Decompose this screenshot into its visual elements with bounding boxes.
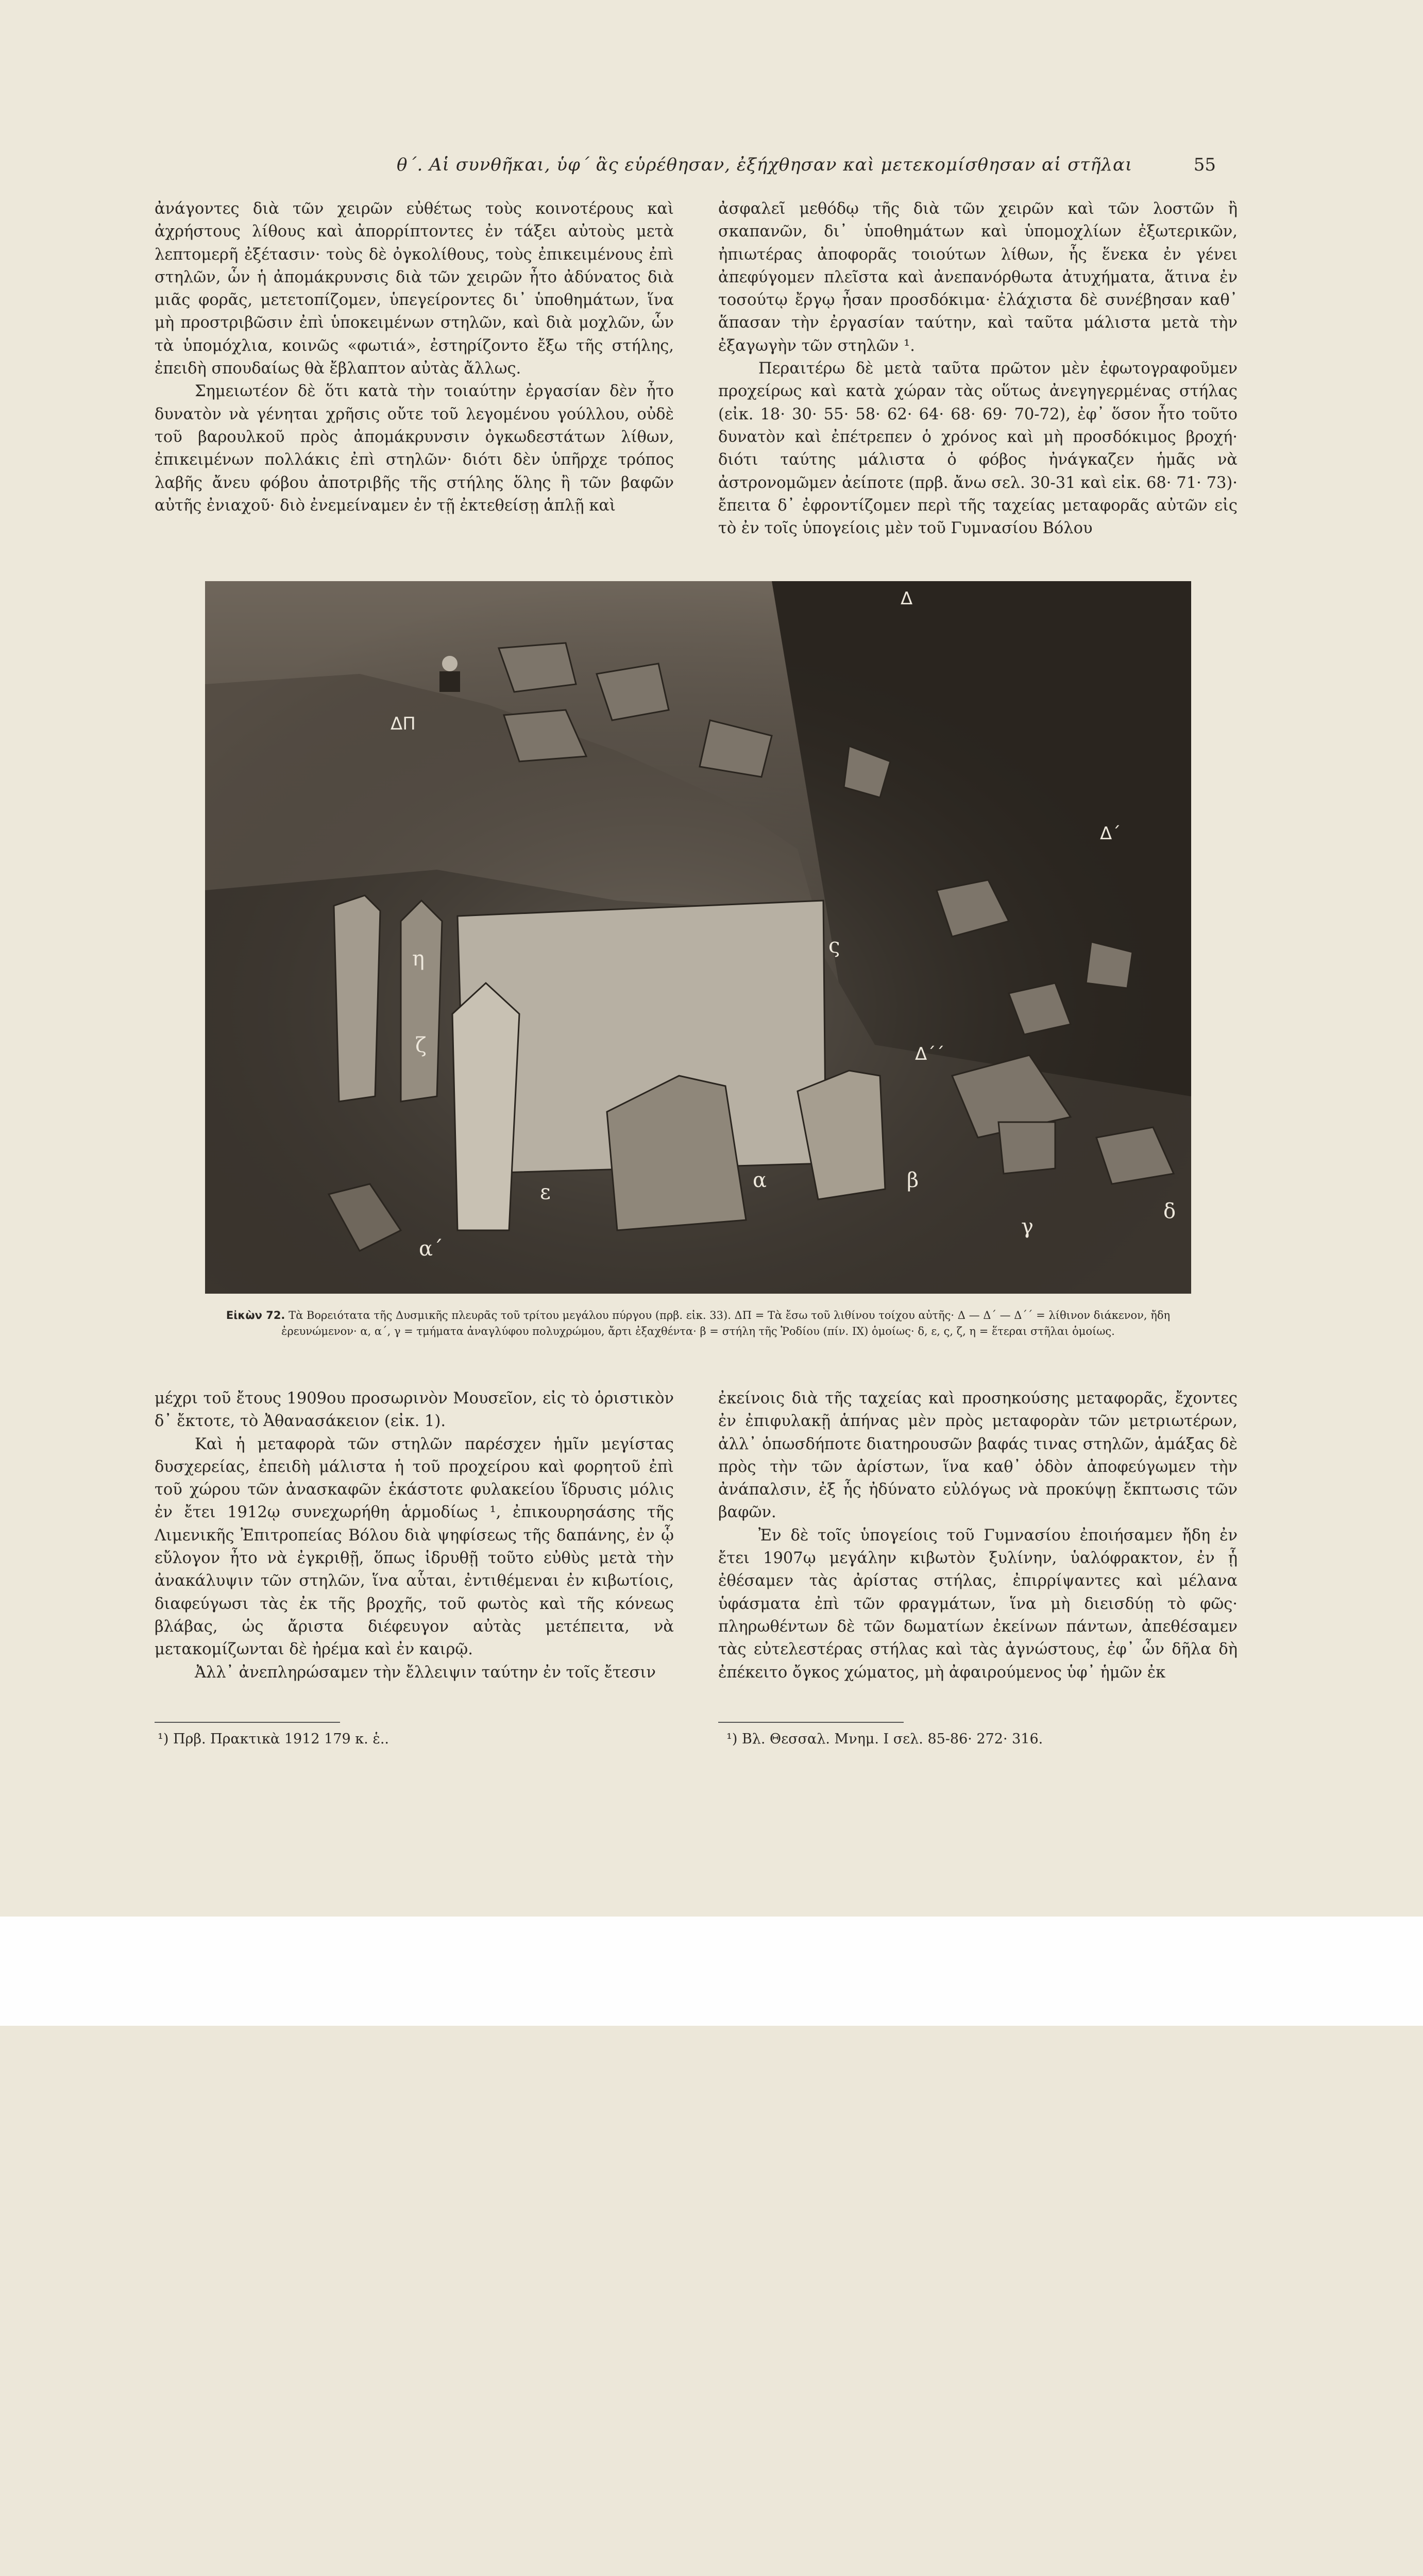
column-left-top (155, 198, 674, 517)
paragraph: ἀσφαλεῖ μεθόδῳ τῆς διὰ τῶν χειρῶν καὶ τῶν λοστῶν ἢ σκαπανῶν, δι᾿ ὑποθημάτων καὶ ὑπομοχλίων ἐξωτερικῶν, ἠπιωτέρας ἀποφορᾶς τοιούτων λίθων, ἧς ἕνεκα ἐν γένει ἀπεφύγομεν πλεῖστα καὶ ἀνεπανόρθωτα ἀτυχήματα, ἅτινα ἐν τοσούτῳ ἔργῳ ἦσαν προσδόκιμα· ἐλάχιστα δὲ συνέβησαν καθ᾿ ἅπασαν τὴν ἐργασίαν ταύτην, καὶ ταῦτα μάλιστα μετὰ τὴν ἐξαγωγὴν τῶν στηλῶν ¹. (718, 200, 1238, 355)
photo-label: α (753, 1168, 767, 1192)
paragraph: ἐκείνοις διὰ τῆς ταχείας καὶ προσηκούσης μεταφορᾶς, ἔχοντες ἐν ἐπιφυλακῇ ἁπήνας μὲν πρὸς μεταφορὰν τῶν μετριωτέρων, ἀλλ᾿ ὁπωσδήποτε διατηρουσῶν βαφάς τινας στηλῶν, ἁμάξας δὲ πρὸς τὴν τῶν ἀρίστων, ἵνα καθ᾿ ὁδὸν ἀποφεύγωμεν τὴν ἀνάπαλσιν, ἐξ ἧς ἠδύνατο εὐλόγως νὰ προκύψῃ ἔκπτωσις τῶν βαφῶν. (718, 1389, 1238, 1522)
running-header (155, 155, 1216, 185)
column-right-bottom (718, 1387, 1238, 1684)
paragraph: Ἐν δὲ τοῖς ὑπογείοις τοῦ Γυμνασίου ἐποιήσαμεν ἤδη ἐν ἔτει 1907ῳ μεγάλην κιβωτὸν ξυλίνην, ὑαλόφρακτον, ἐν ᾗ ἐθέσαμεν τὰς ἀρίστας στήλας, ἐπιρρίψαντες καὶ μέλανα ὑφάσματα ἐπὶ τῶν φραγμάτων, ἵνα μὴ διεισδύῃ τὸ φῶς· πληρωθέντων δὲ τῶν δωματίων ἐκείνων πάντων, ἀπεθέσαμεν τὰς εὐτελεστέρας στήλας καὶ τὰς ἀγνώστους, ἐφ᾿ ὧν δῆλα δὴ ἐπέκειτο ὄγκος χώματος, μὴ ἀφαιρούμενος ὑφ᾿ ἡμῶν ἐκ (718, 1526, 1238, 1682)
photo-label: ς (828, 934, 840, 958)
photo-label: δ (1163, 1199, 1176, 1223)
photo-label: Δ (901, 588, 913, 609)
caption-text: Τὰ Βορειότατα τῆς Δυσμικῆς πλευρᾶς τοῦ τρίτου μεγάλου πύργου (πρβ. εἰκ. 33). ΔΠ = Τὰ ἔσω τοῦ λιθίνου τοίχου αὐτῆς· Δ — Δ΄ — Δ΄΄ = λίθινον διάκενον, ἤδη ἐρευνώμενον· α, α΄, γ = τμήματα ἀναγλύφου πολυχρώμου, ἄρτι ἐξαχθέντα· β = στήλη τῆς Ῥοδίου (πίν. IX) ὁμοίως· δ, ε, ς, ζ, η = ἕτεραι στῆλαι ὁμοίως. (281, 1309, 1171, 1337)
paragraph: Ἀλλ᾿ ἀνεπληρώσαμεν τὴν ἔλλειψιν ταύτην ἐν τοῖς ἔτεσιν (195, 1663, 656, 1682)
footnote-left: ¹) Πρβ. Πρακτικὰ 1912 179 κ. ἑ.. (158, 1731, 389, 1747)
photo-label: Δ΄ (1100, 823, 1121, 844)
stele-eta (334, 895, 380, 1101)
digitization-footer (0, 1917, 1423, 2026)
paragraph: μέχρι τοῦ ἔτους 1909ου προσωρινὸν Μουσεῖον, εἰς τὸ ὁριστικὸν δ᾿ ἔκτοτε, τὸ Ἀθανασάκειον (εἰκ. 1). (155, 1389, 674, 1431)
paragraph: ἀνάγοντες διὰ τῶν χειρῶν εὐθέτως τοὺς κοινοτέρους καὶ ἀχρήστους λίθους καὶ ἀπορρίπτοντες ἐν τάξει αὐτοὺς μετὰ λεπτομερῆ ἐξέτασιν· τοὺς δὲ ὀγκολίθους, τοὺς ἐπικειμένους ἐπὶ στηλῶν, ὧν ἡ ἀπομάκρυνσις διὰ τῶν χειρῶν ἦτο ἀδύνατος διὰ μιᾶς φορᾶς, μετετοπίζομεν, ὑπεγείροντες δι᾿ ὑποθημάτων, ἵνα μὴ προστριβῶσιν ἐπὶ ὑποκειμένων στηλῶν, καὶ διὰ μοχλῶν, ὧν τὰ ὑπομόχλια, κοινῶς «φωτιά», ἐστηρίζοντο ἔξω τῆς στήλης, ἐπειδὴ σπουδαίως θὰ ἔβλαπτον αὐτὰς ἄλλως. (155, 200, 674, 378)
photo-label: ζ (415, 1033, 427, 1057)
page-number: 55 (1193, 155, 1216, 175)
caption-label: Εἰκὼν 72. (226, 1309, 285, 1321)
footnote-divider (155, 1722, 340, 1723)
paragraph: Σημειωτέον δὲ ὅτι κατὰ τὴν τοιαύτην ἐργασίαν δὲν ἦτο δυνατὸν νὰ γένηται χρῆσις οὔτε τοῦ λεγομένου γούλλου, οὐδὲ τοῦ βαρουλκοῦ πρὸς ἀπομάκρυνσιν ὀγκωδεστάτων λίθων, ἐπικειμένων πολλάκις ἐπὶ στηλῶν· διότι δὲν ὑπῆρχε τρόπος λαβῆς ἄνευ φόβου ἀποτριβῆς τῆς στήλης ὅλης ἢ τῶν βαφῶν αὐτῆς ἐνιαχοῦ· διὸ ἐνεμείναμεν ἐν τῇ ἐκτεθείσῃ ἁπλῇ καὶ (155, 382, 674, 515)
photo-label: γ (1021, 1215, 1034, 1239)
photo-label: ε (540, 1180, 551, 1204)
header-title: θ΄. Αἱ συνθῆκαι, ὑφ΄ ἃς εὑρέθησαν, ἐξήχθησαν καὶ μετεκομίσθησαν αἱ στῆλαι (397, 155, 1133, 175)
paragraph: Περαιτέρω δὲ μετὰ ταῦτα πρῶτον μὲν ἐφωτογραφοῦμεν προχείρως καὶ κατὰ χώραν τὰς οὕτως ἀνεγηγερμένας στήλας (εἰκ. 18· 30· 55· 58· 62· 64· 68· 69· 70-72), ἐφ᾿ ὅσον ἦτο τοῦτο δυνατὸν καὶ ἐπέτρεπεν ὁ χρόνος καὶ μὴ προσδόκιμος βροχή· διότι ταύτης μάλιστα ὁ φόβος ἠνάγκαζεν ἡμᾶς νὰ ἀστρονομῶμεν ἀείποτε (πρβ. ἄνω σελ. 30-31 καὶ εἰκ. 68· 71· 73)· ἔπειτα δ᾿ ἐφροντίζομεν περὶ τῆς ταχείας μεταφορᾶς αὐτῶν εἰς τὸ ἐν τοῖς ὑπογείοις μὲν τοῦ Γυμνασίου Βόλου (718, 360, 1238, 538)
stele-zeta (401, 901, 442, 1101)
photo-label: α΄ (419, 1237, 444, 1261)
excavation-photo (205, 581, 1191, 1294)
footnote-divider (718, 1722, 904, 1723)
stele-epsilon (452, 983, 519, 1230)
column-left-bottom (155, 1387, 674, 1684)
footnote-right: ¹) Βλ. Θεσσαλ. Μνημ. I σελ. 85-86· 272· 316. (726, 1731, 1043, 1747)
figure-caption (206, 1308, 1190, 1340)
paragraph: Καὶ ἡ μεταφορὰ τῶν στηλῶν παρέσχεν ἡμῖν μεγίστας δυσχερείας, ἐπειδὴ μάλιστα ἡ τοῦ προχείρου καὶ φορητοῦ ἐπὶ τοῦ χώρου τῶν ἀνασκαφῶν ἑκάστοτε φυλακείου ἵδρυσις μόλις ἐν ἔτει 1912ῳ συνεχωρήθη ἁρμοδίως ¹, ἐπικουρησάσης τῆς Λιμενικῆς Ἐπιτροπείας Βόλου διὰ ψηφίσεως τῆς δαπάνης, ἐν ᾧ εὔλογον ἦτο νὰ ἐγκριθῇ, ὅπως ἱδρυθῇ τοῦτο εὐθὺς μετὰ τὴν ἀνακάλυψιν τῶν στηλῶν, ἵνα αὗται, ἐντιθέμεναι ἐν κιβωτίοις, διαφεύγωσι τὰς ἐκ τῆς βροχῆς, τοῦ φωτὸς καὶ τῆς κόνεως βλάβας, ὡς ἄριστα διέφευγον αὐτὰς μετέπειτα, νὰ μετακομίζωνται δὲ ἠρέμα καὶ ἐν καιρῷ. (155, 1435, 674, 1659)
photo-label: β (907, 1168, 919, 1192)
photo-label: η (412, 947, 425, 971)
column-right-top (718, 198, 1238, 540)
photo-label: ΔΠ (391, 714, 416, 734)
photo-drawing (205, 581, 1191, 1294)
photo-label: Δ΄΄ (915, 1044, 945, 1064)
